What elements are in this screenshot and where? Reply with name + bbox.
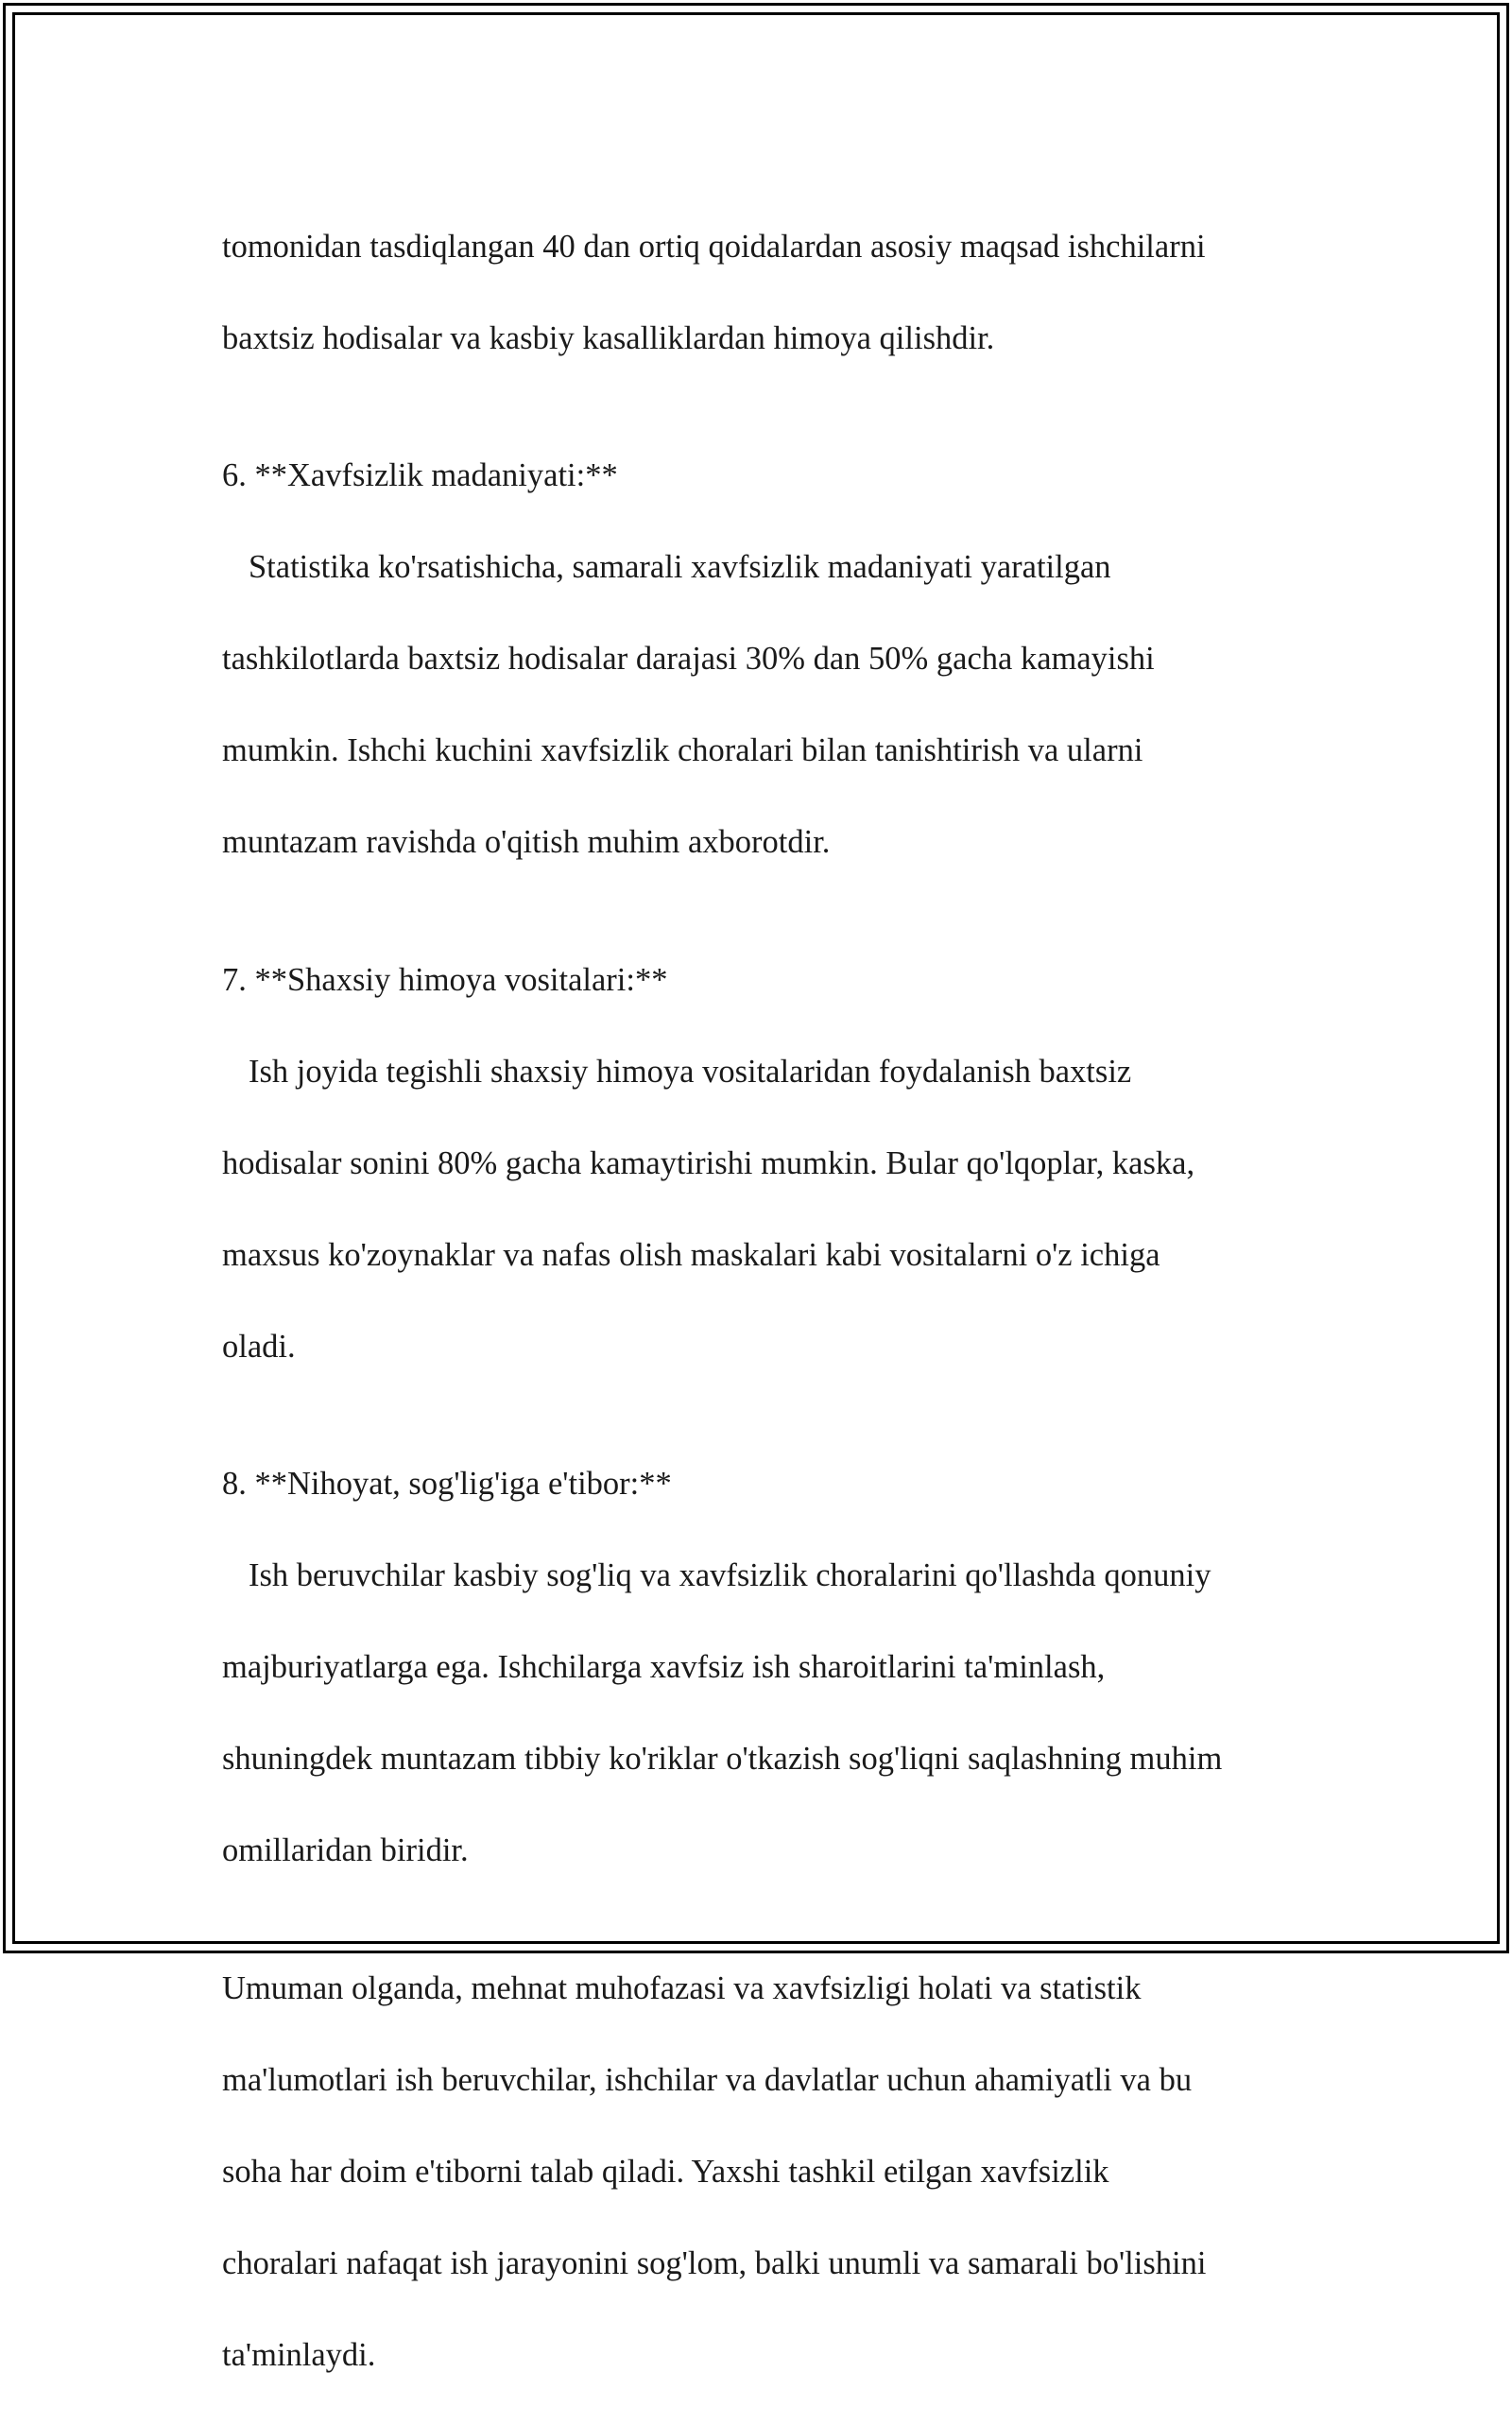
list-item-line: maxsus ko'zoynaklar va nafas olish maskalari kabi vositalarni o'z ichiga [222,1236,1160,1273]
list-item-line: muntazam ravishda o'qitish muhim axborotdir. [222,824,831,860]
list-item-line: shuningdek muntazam tibbiy ko'riklar o'tkazish sog'liqni saqlashning muhim [222,1741,1223,1777]
list-item-6 [222,407,1309,866]
list-item-line: Ish joyida tegishli shaxsiy himoya vositalaridan foydalanish baxtsiz [249,1053,1132,1090]
list-item-line: oladi. [222,1328,296,1365]
list-item-line: majburiyatlarga ega. Ishchilarga xavfsiz ish sharoitlarini ta'minlash, [222,1649,1106,1685]
conclusion-line: ta'minlaydi. [222,2336,376,2373]
list-item-line: hodisalar sonini 80% gacha kamaytirishi mumkin. Bular qo'lqoplar, kaska, [222,1144,1195,1181]
conclusion-paragraph [222,1919,1309,2378]
list-item-heading: 7. **Shaxsiy himoya vositalari:** [222,961,668,998]
list-item-line: tashkilotlarda baxtsiz hodisalar darajasi 30% dan 50% gacha kamayishi [222,641,1155,677]
list-item-7 [222,911,1309,1369]
intro-line: baxtsiz hodisalar va kasbiy kasalliklardan himoya qilishdir. [222,319,995,356]
list-item-line: Statistika ko'rsatishicha, samarali xavfsizlik madaniyati yaratilgan [249,549,1111,585]
document-body [222,178,1309,2424]
conclusion-line: choralari nafaqat ish jarayonini sog'lom, balki unumli va samarali bo'lishini [222,2244,1207,2281]
intro-paragraph [222,178,1309,361]
conclusion-line: ma'lumotlari ish beruvchilar, ishchilar va davlatlar uchun ahamiyatli va bu [222,2061,1193,2098]
list-item-line: Ish beruvchilar kasbiy sog'liq va xavfsizlik choralarini qo'llashda qonuniy [249,1557,1211,1593]
list-item-8 [222,1416,1309,1874]
intro-line: tomonidan tasdiqlangan 40 dan ortiq qoidalardan asosiy maqsad ishchilarni [222,228,1206,265]
conclusion-line: soha har doim e'tiborni talab qiladi. Yaxshi tashkil etilgan xavfsizlik [222,2153,1109,2190]
list-item-heading: 6. **Xavfsizlik madaniyati:** [222,457,618,493]
conclusion-line: Umuman olganda, mehnat muhofazasi va xavfsizligi holati va statistik [222,1969,1142,2006]
list-item-heading: 8. **Nihoyat, sog'lig'iga e'tibor:** [222,1466,672,1502]
list-item-line: omillaridan biridir. [222,1832,469,1868]
list-item-line: mumkin. Ishchi kuchini xavfsizlik choralari bilan tanishtirish va ularni [222,732,1143,768]
